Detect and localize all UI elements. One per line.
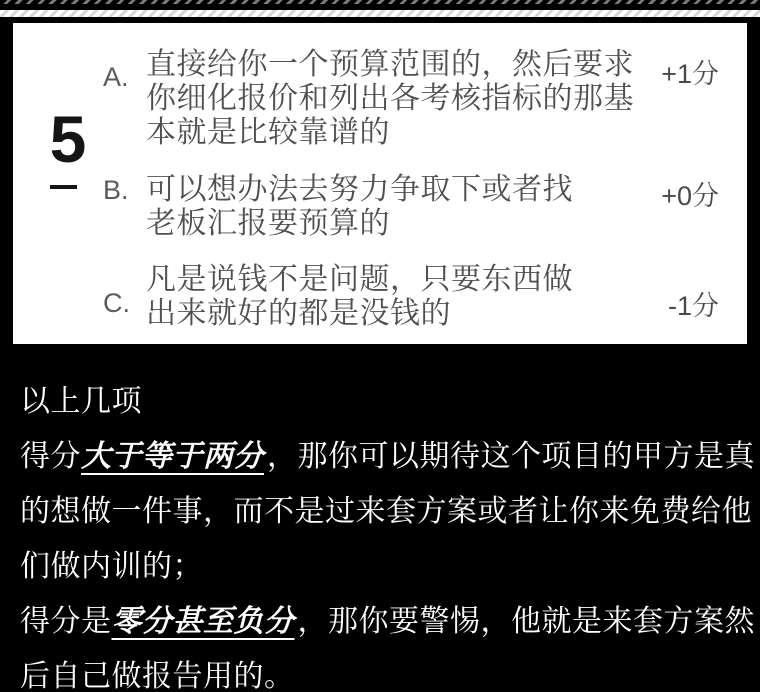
diagonal-stripe-band [0, 10, 760, 17]
summary-line-2-rest: ，那你可以期待这个项目的甲方是真 [267, 440, 755, 473]
summary-line-6 [20, 649, 742, 692]
option-c-text [146, 263, 573, 331]
option-row-c [13, 263, 747, 331]
summary-line-5 [20, 594, 755, 649]
summary-line-2 [20, 429, 755, 484]
top-dashes-pattern [0, 0, 760, 4]
summary-line-4 [20, 539, 742, 594]
option-c-line-2: 出来就好的都是没钱的 [146, 297, 451, 330]
summary-intro-text: 以上几项 [20, 385, 142, 418]
summary-line-3 [20, 484, 752, 539]
option-a-text [146, 48, 634, 150]
option-b-line-1: 可以想办法去努力争取下或者找 [146, 173, 573, 206]
summary-emphasis-negative: 零分甚至负分 [111, 605, 295, 638]
summary-score-prefix: 得分 [20, 440, 81, 473]
option-a-line-1: 直接给你一个预算范围的，然后要求 [146, 48, 634, 81]
summary-emphasis-positive: 大于等于两分 [81, 440, 264, 473]
option-c-label: C. [103, 288, 130, 318]
option-row-b [13, 173, 747, 241]
summary-line-3-text: 的想做一件事，而不是过来套方案或者让你来免费给他 [20, 495, 752, 528]
question-card [13, 23, 747, 344]
summary-section [0, 348, 760, 692]
summary-line-6-text: 后自己做报告用的。 [20, 660, 295, 692]
option-row-a [13, 48, 747, 150]
question-number: 5 [49, 102, 85, 176]
top-black-bar [0, 0, 760, 10]
option-b-text [146, 173, 573, 241]
summary-line-5-rest: ，那你要警惕，他就是来套方案然 [297, 605, 755, 638]
question-number-block [37, 102, 97, 189]
option-b-line-2: 老板汇报要预算的 [146, 207, 390, 240]
summary-line-4-text: 们做内训的； [20, 550, 203, 583]
option-a-label: A. [103, 62, 129, 92]
question-section [0, 17, 760, 348]
option-a-line-2: 你细化报价和列出各考核指标的那基 [146, 82, 634, 115]
question-number-dash [50, 185, 77, 189]
option-c-score: -1分 [667, 291, 719, 321]
option-c-line-1: 凡是说钱不是问题，只要东西做 [146, 263, 573, 296]
option-b-label: B. [103, 175, 129, 205]
option-b-score: +0分 [661, 181, 719, 211]
summary-line-1 [20, 374, 742, 429]
summary-score-prefix-2: 得分是 [20, 605, 112, 638]
option-a-score: +1分 [661, 59, 719, 89]
option-a-line-3: 本就是比较靠谱的 [146, 116, 390, 149]
